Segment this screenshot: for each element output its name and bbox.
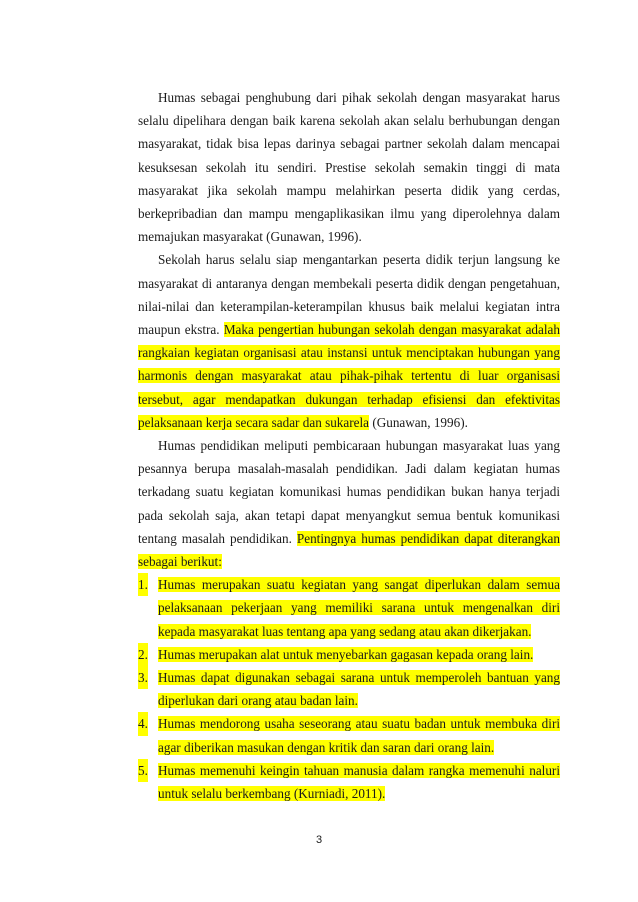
list-item bbox=[138, 666, 560, 712]
list-item-number: 5. bbox=[138, 759, 148, 782]
page-body bbox=[138, 86, 560, 805]
paragraph-1 bbox=[138, 86, 560, 248]
page-number: 3 bbox=[315, 834, 323, 846]
paragraph-3-text: Humas pendidikan meliputi pembicaraan hubungan masyarakat luas yang pesannya berupa masalah-masalah pendidikan. Jadi dalam kegiatan humas terkadang suatu kegiatan komunikasi humas pendidikan bukan hanya terjadi pada sekolah saja, akan tetapi dapat menyangkut semua bentuk komunikasi tentang masalah pendidikan. bbox=[138, 438, 560, 546]
list-item bbox=[138, 759, 560, 805]
list-item-text: Humas merupakan suatu kegiatan yang sangat diperlukan dalam semua pelaksanaan pekerjaan yang memiliki sarana untuk mengenalkan diri kepada masyarakat luas tentang apa yang sedang atau akan dikerjakan. bbox=[158, 577, 560, 639]
list-item-number: 2. bbox=[138, 643, 148, 666]
list-item bbox=[138, 712, 560, 758]
importance-list bbox=[138, 573, 560, 805]
paragraph-3 bbox=[138, 434, 560, 573]
list-item-text: Humas dapat digunakan sebagai sarana untuk memperoleh bantuan yang diperlukan dari orang atau badan lain. bbox=[158, 670, 560, 709]
paragraph-3-highlight: Pentingnya humas pendidikan dapat diterangkan sebagai berikut: bbox=[138, 530, 561, 570]
list-item bbox=[138, 643, 560, 666]
list-item-number: 3. bbox=[138, 666, 148, 689]
paragraph-1-text: Humas sebagai penghubung dari pihak sekolah dengan masyarakat harus selalu dipelihara dengan baik karena sekolah akan selalu berhubungan dengan masyarakat, tidak bisa lepas darinya sebagai partner sekolah dalam mencapai kesuksesan sekolah itu sendiri. Prestise sekolah semakin tinggi di mata masyarakat jika sekolah mampu melahirkan peserta didik yang cerdas, berkepribadian dan mampu mengaplikasikan ilmu yang diperolehnya dalam memajukan masyarakat (Gunawan, 1996). bbox=[138, 90, 560, 245]
list-item-number: 4. bbox=[138, 712, 148, 735]
paragraph-2 bbox=[138, 248, 560, 434]
list-item-number: 1. bbox=[138, 573, 148, 596]
paragraph-2-highlight: Maka pengertian hubungan sekolah dengan masyarakat adalah rangkaian kegiatan organisasi atau instansi untuk menciptakan hubungan yang harmonis dengan masyarakat atau pihak-pihak tertentu di luar organisasi tersebut, agar mendapatkan dukungan terhadap efisiensi dan efektivitas pelaksanaan kerja secara sadar dan sukarela bbox=[138, 322, 560, 430]
paragraph-2-text: Sekolah harus selalu siap mengantarkan peserta didik terjun langsung ke masyarakat di antaranya dengan membekali peserta didik dengan pengetahuan, nilai-nilai dan keterampilan-keterampilan khusus baik melalui kegiatan intra maupun ekstra. bbox=[138, 252, 560, 338]
list-item-text: Humas merupakan alat untuk menyebarkan gagasan kepada orang lain. bbox=[158, 646, 534, 662]
paragraph-2-citation: (Gunawan, 1996). bbox=[369, 414, 468, 430]
list-item-text: Humas mendorong usaha seseorang atau suatu badan untuk membuka diri agar diberikan masukan dengan kritik dan saran dari orang lain. bbox=[158, 716, 560, 755]
list-item-text: Humas memenuhi keingin tahuan manusia dalam rangka memenuhi naluri untuk selalu berkembang (Kurniadi, 2011). bbox=[158, 762, 560, 802]
list-item bbox=[138, 573, 560, 643]
